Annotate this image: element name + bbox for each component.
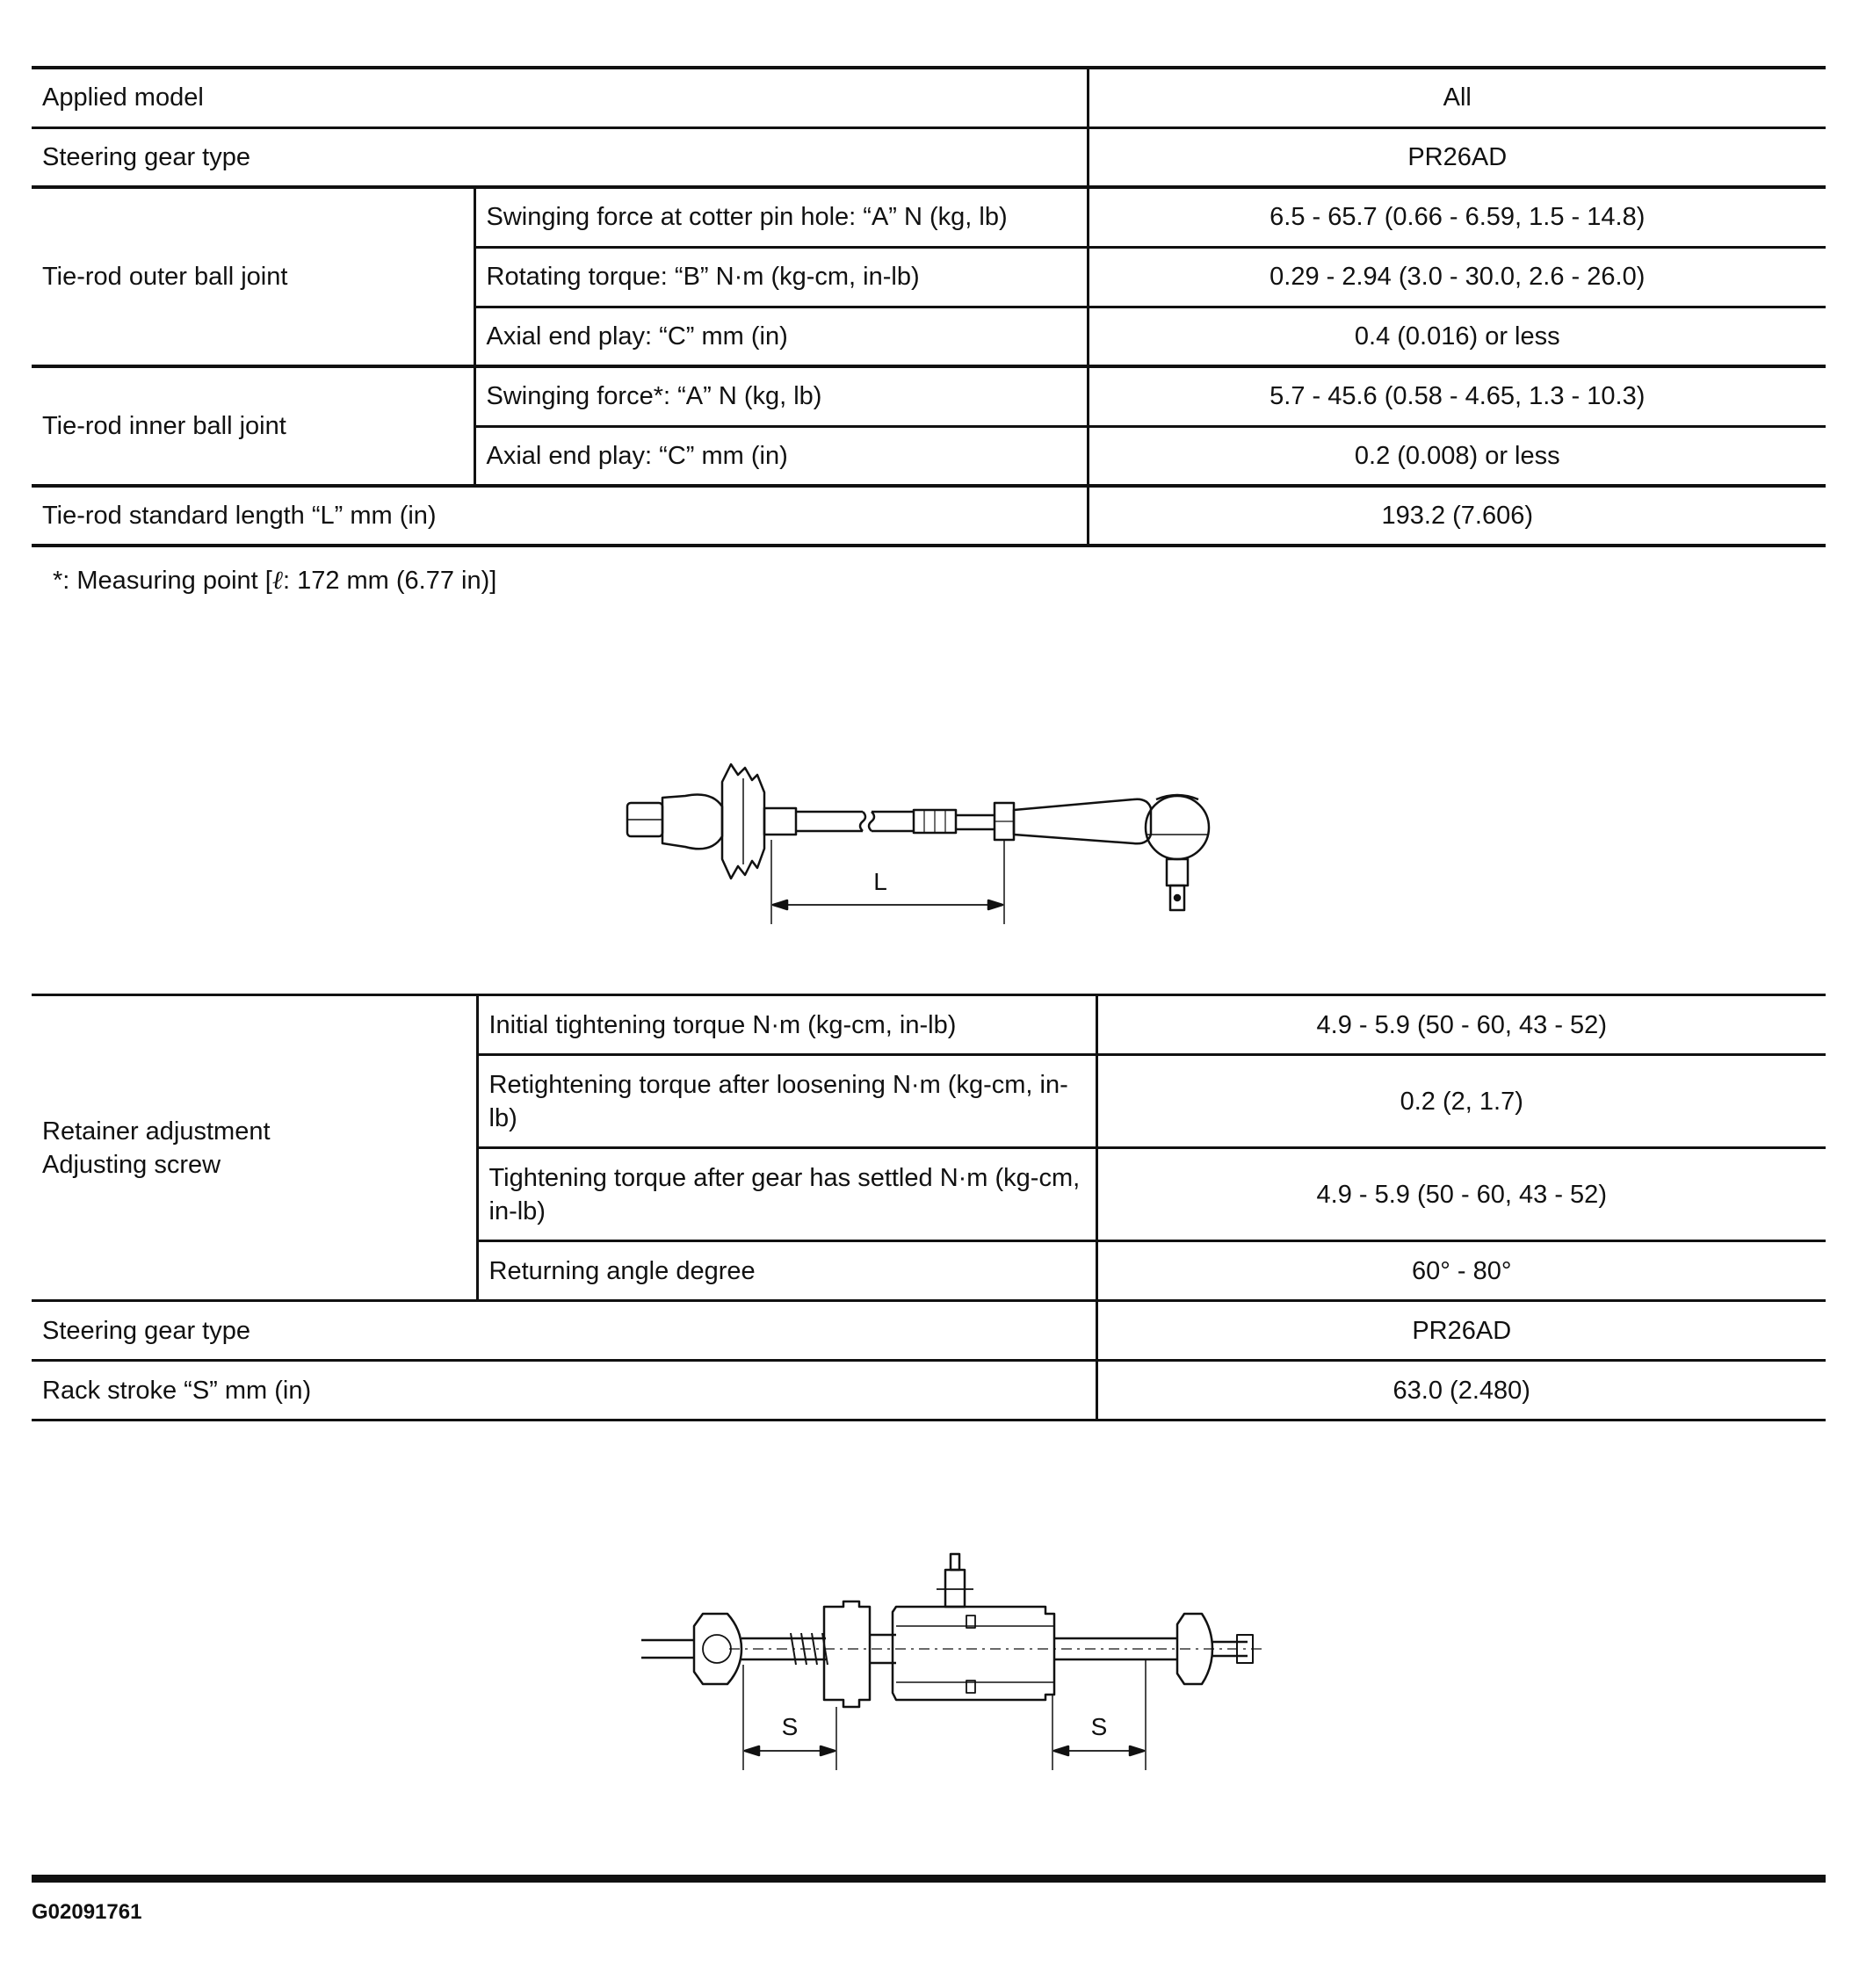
footnote-symbol: ℓ [271,565,283,595]
retainer-label-line2: Adjusting screw [42,1150,221,1179]
retainer-spec-table [32,994,1826,1421]
footnote [53,565,496,596]
table-row [32,995,1826,1055]
table-row [32,366,1826,426]
retightening-torque-item: Retightening torque after loosening N·m (kg-cm, in-lb) [477,1055,1096,1148]
table-row [32,187,1826,247]
footnote-suffix: : 172 mm (6.77 in)] [282,567,497,595]
outer-ball-joint-shape [1146,796,1209,859]
retainer-label [32,995,477,1301]
outer-stud-shape [1167,859,1188,886]
retightening-torque-value: 0.2 (2, 1.7) [1096,1055,1826,1148]
outer-axial-play-value: 0.4 (0.016) or less [1088,307,1826,366]
collar-shape [764,808,796,835]
gear-type-label-2: Steering gear type [32,1301,1096,1361]
document-id: G02091761 [32,1900,142,1924]
applied-model-label: Applied model [32,68,1088,127]
returning-angle-value: 60° - 80° [1096,1241,1826,1301]
inner-swinging-force-value: 5.7 - 45.6 (0.58 - 4.65, 1.3 - 10.3) [1088,366,1826,426]
label-L: L [873,868,887,895]
footnote-prefix: *: Measuring point [ [53,567,272,595]
table-row [32,68,1826,127]
left-housing-shape [824,1601,870,1707]
outer-swinging-force-value: 6.5 - 65.7 (0.66 - 6.59, 1.5 - 14.8) [1088,187,1826,247]
standard-length-value: 193.2 (7.606) [1088,486,1826,546]
retainer-label-line1: Retainer adjustment [42,1117,271,1146]
gear-housing-shape [893,1607,1054,1700]
outer-rotating-torque-value: 0.29 - 2.94 (3.0 - 30.0, 2.6 - 26.0) [1088,247,1826,307]
label-S-left: S [781,1713,799,1740]
pinion-shape [945,1570,965,1607]
tie-rod-diagram [615,755,1248,931]
returning-angle-item: Returning angle degree [477,1241,1096,1301]
table-row [32,127,1826,187]
label-S-right: S [1090,1713,1108,1740]
gear-type-label: Steering gear type [32,127,1088,187]
outer-rod-shape [1014,799,1151,844]
rack-stroke-diagram [633,1551,1265,1779]
settled-torque-value: 4.9 - 5.9 (50 - 60, 43 - 52) [1096,1148,1826,1241]
table-row [32,1361,1826,1421]
rack-stroke-label: Rack stroke “S” mm (in) [32,1361,1096,1421]
tie-rod-spec-table [32,66,1826,547]
standard-length-label: Tie-rod standard length “L” mm (in) [32,486,1088,546]
inner-axial-play-value: 0.2 (0.008) or less [1088,426,1826,486]
initial-torque-value: 4.9 - 5.9 (50 - 60, 43 - 52) [1096,995,1826,1055]
inner-axial-play-item: Axial end play: “C” mm (in) [474,426,1088,486]
table-row [32,1301,1826,1361]
gear-type-value: PR26AD [1088,127,1826,187]
settled-torque-item: Tightening torque after gear has settled N·m (kg-cm, in-lb) [477,1148,1096,1241]
table-row [32,486,1826,546]
initial-torque-item: Initial tightening torque N·m (kg-cm, in-lb) [477,995,1096,1055]
inner-socket-shape [662,795,722,849]
rack-stroke-value: 63.0 (2.480) [1096,1361,1826,1421]
outer-rotating-torque-item: Rotating torque: “B” N·m (kg-cm, in-lb) [474,247,1088,307]
gear-type-value-2: PR26AD [1096,1301,1826,1361]
outer-axial-play-item: Axial end play: “C” mm (in) [474,307,1088,366]
inner-joint-label: Tie-rod inner ball joint [32,366,474,486]
inner-swinging-force-item: Swinging force*: “A” N (kg, lb) [474,366,1088,426]
outer-joint-label: Tie-rod outer ball joint [32,187,474,366]
applied-model-value: All [1443,83,1472,112]
bottom-rule [32,1875,1826,1883]
outer-swinging-force-item: Swinging force at cotter pin hole: “A” N (kg, lb) [474,187,1088,247]
